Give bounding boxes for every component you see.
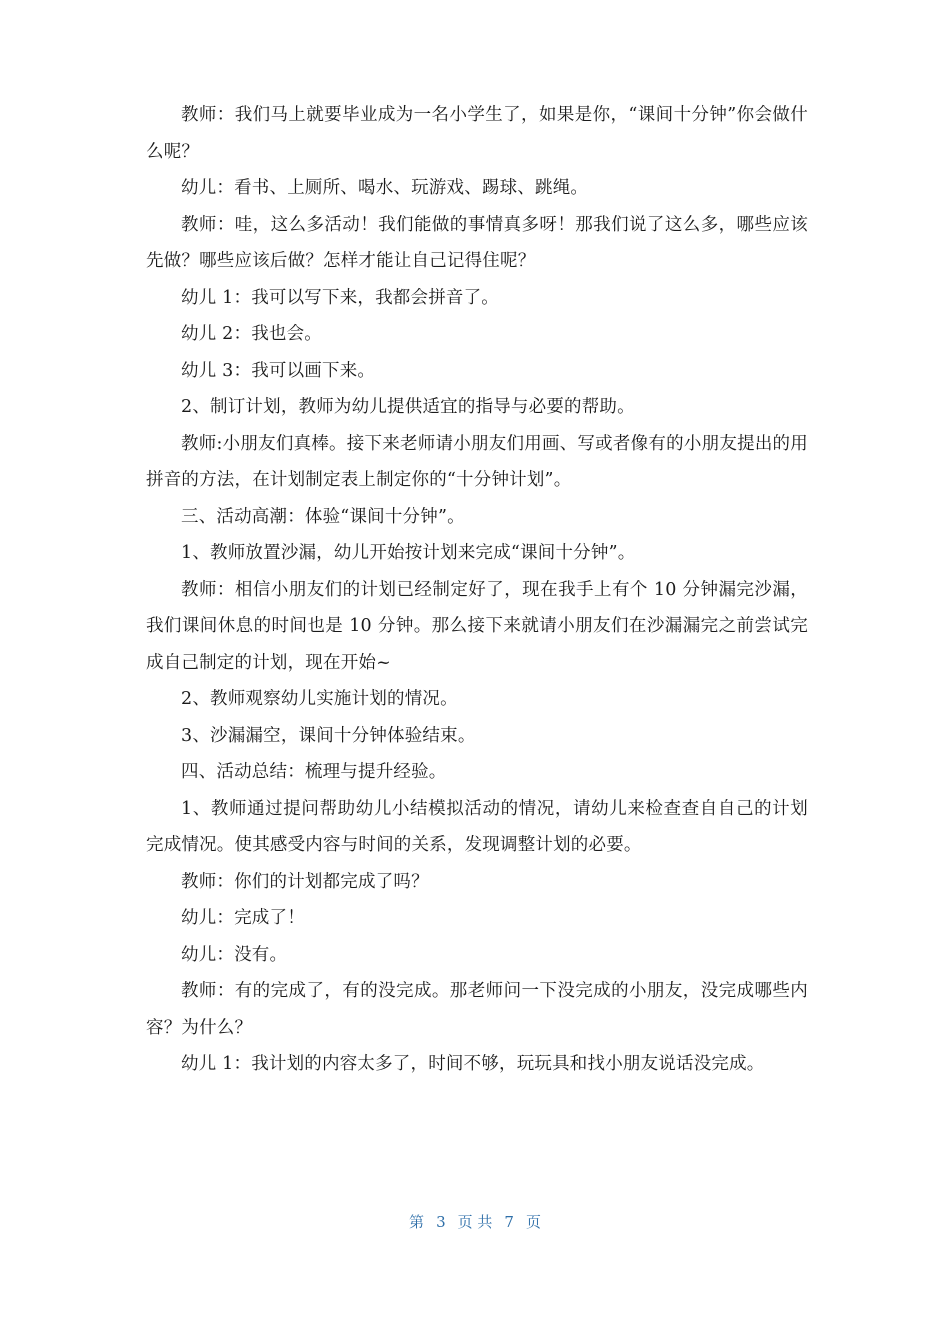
current-page-number: 3 [436, 1213, 446, 1231]
paragraph: 幼儿：完成了！ [181, 908, 305, 928]
paragraph: 幼儿 1：我可以写下来，我都会拼音了。 [181, 287, 499, 308]
paragraph: 幼儿 3：我可以画下来。 [181, 360, 376, 381]
footer-prefix: 第 [409, 1213, 425, 1231]
paragraph: 教师：相信小朋友们的计划已经制定好了，现在我手上有个 10 分钟漏完沙漏，我们课间休息的时间也是 10 分钟。那么接下来就请小朋友们在沙漏漏完之前尝试完成自己制定的计划，现在开始~ [146, 579, 808, 673]
paragraph: 教师:小朋友们真棒。接下来老师请小朋友们用画、写或者像有的小朋友提出的用拼音的方法，在计划制定表上制定你的“十分钟计划”。 [146, 433, 808, 490]
paragraph: 教师：有的完成了，有的没完成。那老师问一下没完成的小朋友，没完成哪些内容？为什么？ [146, 981, 808, 1038]
total-pages-number: 7 [504, 1213, 514, 1231]
paragraph: 3、沙漏漏空，课间十分钟体验结束。 [181, 725, 476, 746]
paragraph: 2、教师观察幼儿实施计划的情况。 [181, 689, 458, 709]
paragraph: 1、教师通过提问帮助幼儿小结模拟活动的情况，请幼儿来检查查自自己的计划完成情况。使其感受内容与时间的关系，发现调整计划的必要。 [146, 798, 808, 855]
footer-suffix: 页 [525, 1213, 541, 1231]
footer-middle: 页 共 [457, 1213, 493, 1231]
page-footer [0, 1211, 950, 1232]
section-heading: 三、活动高潮：体验“课间十分钟”。 [181, 506, 465, 527]
paragraph: 2、制订计划，教师为幼儿提供适宜的指导与必要的帮助。 [181, 397, 635, 417]
paragraph: 幼儿：没有。 [181, 944, 288, 965]
paragraph: 幼儿 1：我计划的内容太多了，时间不够，玩玩具和找小朋友说话没完成。 [181, 1054, 765, 1074]
paragraph: 幼儿 2：我也会。 [181, 324, 322, 344]
paragraph: 1、教师放置沙漏，幼儿开始按计划来完成“课间十分钟”。 [181, 543, 636, 563]
document-body [146, 97, 808, 1083]
paragraph: 教师：哇，这么多活动！我们能做的事情真多呀！那我们说了这么多，哪些应该先做？哪些应该后做？怎样才能让自己记得住呢？ [146, 214, 808, 271]
paragraph: 幼儿：看书、上厕所、喝水、玩游戏、踢球、跳绳。 [181, 178, 589, 198]
section-heading: 四、活动总结：梳理与提升经验。 [181, 762, 447, 782]
paragraph: 教师：我们马上就要毕业成为一名小学生了，如果是你，“课间十分钟”你会做什么呢？ [146, 105, 808, 162]
paragraph: 教师：你们的计划都完成了吗？ [181, 871, 429, 892]
